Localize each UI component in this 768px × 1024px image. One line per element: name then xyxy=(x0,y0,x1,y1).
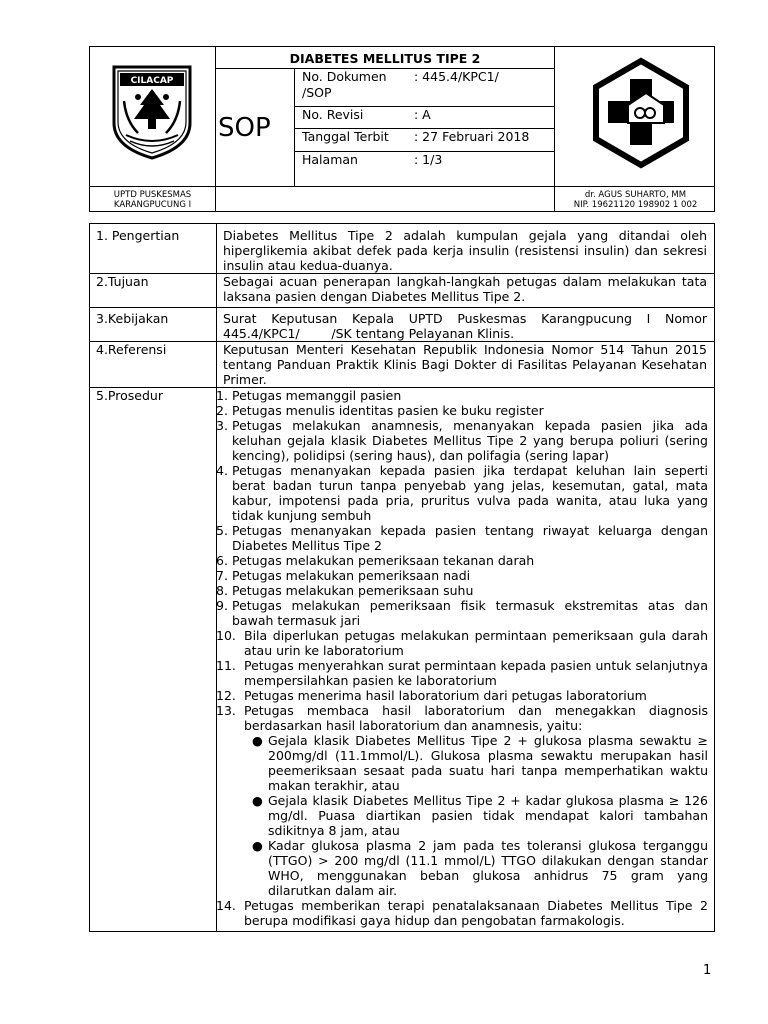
page-number: 1 xyxy=(703,963,712,978)
section-label-referensi: 4.Referensi xyxy=(96,342,167,357)
step-number: 1. xyxy=(216,388,228,403)
signer-name: dr. AGUS SUHARTO, MM xyxy=(584,190,687,200)
list-item xyxy=(216,418,708,463)
org-line-1: UPTD PUSKESMAS xyxy=(113,190,192,200)
step-text: Petugas memberikan terapi penatalaksanaan Diabetes Mellitus Tipe 2 berupa modifikasi gaya hidup dan pengobatan farmakologis. xyxy=(244,898,708,928)
org-name xyxy=(90,190,215,210)
row-divider xyxy=(90,307,714,308)
svg-text:CILACAP: CILACAP xyxy=(130,76,174,86)
list-item xyxy=(216,568,708,583)
step-text: Petugas melakukan anamnesis, menanyakan kepada pasien jika ada keluhan gejala klasik Diabetes Mellitus Tipe 2 yang berupa poliuri (sering kencing), polidipsi (sering haus), dan polifagia (sering lapar) xyxy=(232,418,708,463)
field-value-no-dokumen-cont: /SOP xyxy=(302,85,332,100)
section-label-kebijakan: 3.Kebijakan xyxy=(96,311,169,326)
signer-block xyxy=(555,190,716,210)
step-number: 11. xyxy=(216,658,236,673)
list-item xyxy=(216,703,708,898)
header-divider xyxy=(294,68,295,186)
step-text: Petugas menyerahkan surat permintaan kepada pasien untuk selanjutnya mempersilahkan pasien ke laboratorium xyxy=(244,658,708,688)
field-value-no-revisi: : A xyxy=(414,107,431,122)
bullet-icon: ● xyxy=(252,733,263,748)
step-number: 9. xyxy=(216,598,228,613)
step-number: 3. xyxy=(216,418,228,433)
criteria-text: Kadar glukosa plasma 2 jam pada tes toleransi glukosa terganggu (TTGO) > 200 mg/dl (11.1 mmol/L) TTGO dilakukan dengan standar WHO, menggunakan beban glukosa anhidrus 75 gram yang dilarutkan dalam air. xyxy=(268,838,708,898)
list-item xyxy=(216,403,708,418)
list-item xyxy=(244,733,708,793)
list-item xyxy=(216,583,708,598)
step-number: 14. xyxy=(216,898,236,913)
step-number: 12. xyxy=(216,688,236,703)
step-number: 10. xyxy=(216,628,236,643)
list-item xyxy=(216,628,708,658)
signer-nip: NIP. 19621120 198902 1 002 xyxy=(573,200,698,210)
criteria-text: Gejala klasik Diabetes Mellitus Tipe 2 + glukosa plasma sewaktu ≥ 200mg/dl (11.1mmol/L). Glukosa plasma sewaktu merupakan hasil peemeriksaan sesaat pada suatu hari tanpa memperhatikan waktu makan terakhir, atau xyxy=(268,733,708,793)
header-divider xyxy=(90,186,714,187)
org-line-2: KARANGPUCUNG I xyxy=(113,200,192,210)
step-number: 8. xyxy=(216,583,228,598)
step-text: Petugas melakukan pemeriksaan tekanan darah xyxy=(232,553,535,568)
bullet-icon: ● xyxy=(252,838,263,853)
sop-label: SOP xyxy=(218,113,271,143)
field-label-no-dokumen: No. Dokumen xyxy=(302,69,387,84)
field-label-no-revisi: No. Revisi xyxy=(302,107,364,122)
list-item xyxy=(216,598,708,628)
step-text: Petugas menerima hasil laboratorium dari petugas laboratorium xyxy=(244,688,647,703)
step-number: 5. xyxy=(216,523,228,538)
list-item xyxy=(244,838,708,898)
section-text-kebijakan: Surat Keputusan Kepala UPTD Puskesmas Karangpucung I Nomor 445.4/KPC1/ /SK tentang Pelayanan Klinis. xyxy=(223,311,711,341)
step-text: Petugas menulis identitas pasien ke buku register xyxy=(232,403,544,418)
section-text-pengertian: Diabetes Mellitus Tipe 2 adalah kumpulan gejala yang ditandai oleh hiperglikemia akibat defek pada kerja insulin (resistensi insulin) dan sekresi insulin atau kedua-duanya. xyxy=(223,228,707,273)
section-label-pengertian: 1. Pengertian xyxy=(96,228,180,243)
procedure-steps xyxy=(216,388,708,928)
list-item xyxy=(244,793,708,838)
list-item xyxy=(216,388,708,403)
step-text: Petugas melakukan pemeriksaan nadi xyxy=(232,568,471,583)
list-item xyxy=(216,658,708,688)
sop-content-table xyxy=(89,223,715,932)
field-value-halaman: : 1/3 xyxy=(414,152,443,167)
list-item xyxy=(216,523,708,553)
section-text-tujuan: Sebagai acuan penerapan langkah-langkah petugas dalam melakukan tata laksana pasien dengan Diabetes Mellitus Tipe 2. xyxy=(223,274,707,304)
field-label-halaman: Halaman xyxy=(302,152,358,167)
step-number: 7. xyxy=(216,568,228,583)
step-number: 4. xyxy=(216,463,228,478)
step-text: Petugas menanyakan kepada pasien jika terdapat keluhan lain seperti berat badan turun tanpa penyebab yang jelas, kesemutan, gatal, mata kabur, impotensi pada pria, pruritus vulva pada wanita, atau luka yang tidak kunjung sembuh xyxy=(232,463,708,523)
criteria-text: Gejala klasik Diabetes Mellitus Tipe 2 + kadar glukosa plasma ≥ 126 mg/dl. Puasa diartikan pasien tidak mendapat kalori tambahan sdikitnya 8 jam, atau xyxy=(268,793,708,838)
section-text-referensi: Keputusan Menteri Kesehatan Republik Indonesia Nomor 514 Tahun 2015 tentang Panduan Praktik Klinis Bagi Dokter di Fasilitas Pelayanan Kesehatan Primer. xyxy=(223,342,707,387)
step-text: Bila diperlukan petugas melakukan permintaan pemeriksaan gula darah atau urin ke laboratorium xyxy=(244,628,708,658)
step-text: Petugas melakukan pemeriksaan fisik termasuk ekstremitas atas dan bawah termasuk jari xyxy=(232,598,708,628)
puskesmas-logo xyxy=(588,57,694,169)
step-number: 13. xyxy=(216,703,236,718)
section-label-prosedur: 5.Prosedur xyxy=(96,388,163,403)
document-title: DIABETES MELLITUS TIPE 2 xyxy=(289,51,481,66)
step-number: 2. xyxy=(216,403,228,418)
cilacap-crest-logo xyxy=(108,61,196,161)
section-label-tujuan: 2.Tujuan xyxy=(96,274,149,289)
list-item xyxy=(216,463,708,523)
bullet-icon: ● xyxy=(252,793,263,808)
list-item xyxy=(216,898,708,928)
list-item xyxy=(216,553,708,568)
sop-header-table xyxy=(89,46,715,212)
list-item xyxy=(216,688,708,703)
step-number: 6. xyxy=(216,553,228,568)
step-text: Petugas melakukan pemeriksaan suhu xyxy=(232,583,474,598)
step-text: Petugas membaca hasil laboratorium dan menegakkan diagnosis berdasarkan hasil laboratorium dan anamnesis, yaitu: xyxy=(244,703,708,733)
field-label-tanggal-terbit: Tanggal Terbit xyxy=(302,129,389,144)
step-text: Petugas menanyakan kepada pasien tentang riwayat keluarga dengan Diabetes Mellitus Tipe 2 xyxy=(232,523,708,553)
step-text: Petugas memanggil pasien xyxy=(232,388,402,403)
field-value-no-dokumen: : 445.4/KPC1/ xyxy=(414,69,499,84)
field-value-tanggal-terbit: : 27 Februari 2018 xyxy=(414,129,530,144)
diagnosis-criteria-list xyxy=(244,733,708,898)
